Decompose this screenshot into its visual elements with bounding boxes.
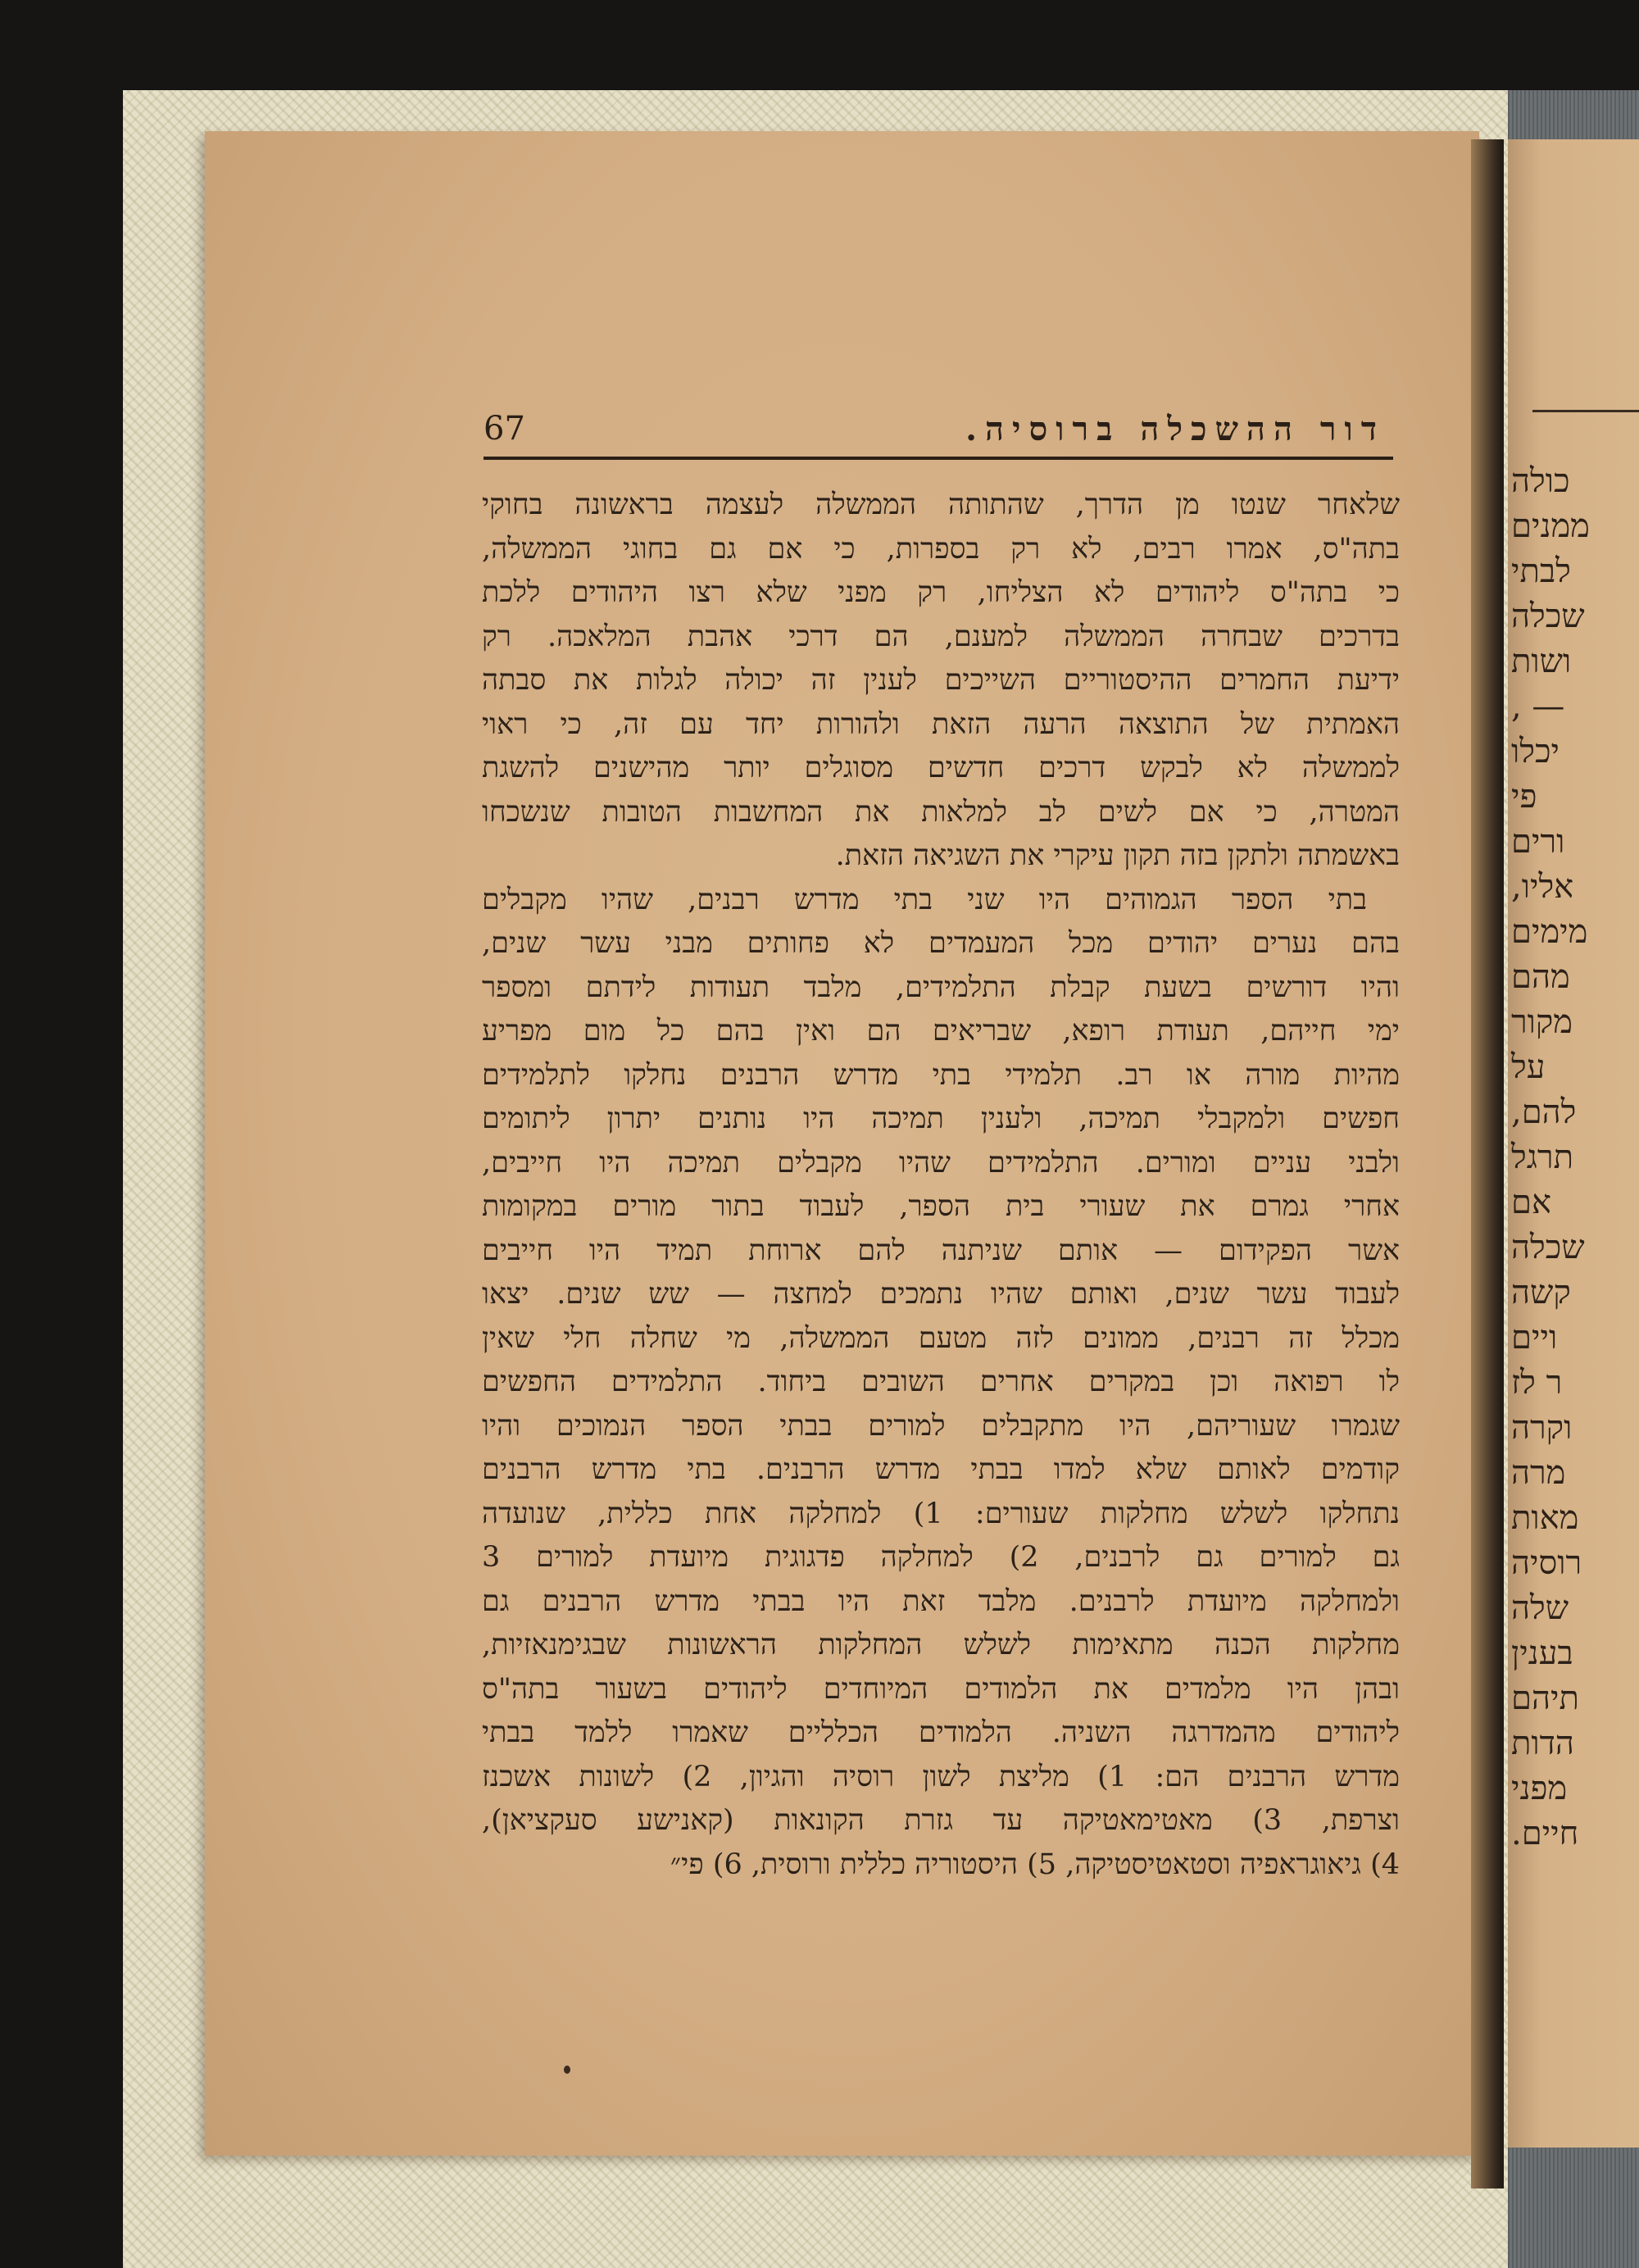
text-line: קודמים לאותם שלא למדו בבתי מדרש הרבנים. בתי מדרש הרבנים — [482, 1453, 1400, 1486]
right-page-line: מפני — [1511, 1770, 1568, 1807]
right-page-line: אליו, — [1511, 868, 1574, 906]
right-page-line: קשה — [1511, 1274, 1571, 1311]
right-page-line: מרה — [1511, 1454, 1566, 1492]
right-page-line: ויים — [1511, 1319, 1558, 1357]
right-page-line: בענין — [1511, 1634, 1573, 1672]
text-line: שגמרו שעוריהם, היו מתקבלים למורים בבתי הספר הנמוכים והיו — [482, 1409, 1400, 1443]
text-line: כי בתה"ס ליהודים לא הצליחו, רק מפני שלא רצו היהודים ללכת — [482, 576, 1400, 609]
text-line: המטרה, כי אם לשים לב למלאות את המחשבות הטובות שנשכחו — [482, 795, 1400, 829]
running-head: דור ההשכלה ברוסיה. — [965, 410, 1385, 448]
text-line: מחלקות הכנה מתאימות לשלש המחלקות הראשונות שבגימנאזיות, — [482, 1629, 1400, 1661]
right-page-line: על — [1511, 1048, 1546, 1086]
text-line: שלאחר שנטו מן הדרך, שהתותה הממשלה לעצמה בראשונה בחוקי — [482, 489, 1400, 521]
text-line: נתחלקו לשלש מחלקות שעורים: 1) למחלקה אחת כללית, שנועדה — [482, 1497, 1400, 1530]
text-line: באשמתה ולתקן בזה תקון עיקרי את השגיאה הזאת. — [835, 839, 1400, 872]
text-line: ולמחלקה מיועדת לרבנים. מלבד זאת היו בבתי מדרש הרבנים גם — [482, 1584, 1400, 1618]
right-page-line: יכלו — [1511, 733, 1560, 770]
right-page-line: הדות — [1511, 1725, 1574, 1762]
text-line: מהיות מורה או רב. תלמידי בתי מדרש הרבנים נחלקו לתלמידים — [482, 1058, 1400, 1092]
text-line: לממשלה לא לבקש דרכים חדשים מסוגלים יותר מהישנים להשגת — [482, 752, 1400, 784]
ink-speck — [564, 2066, 570, 2074]
right-page-line: תרגל — [1511, 1139, 1573, 1176]
right-page-line: מאות — [1511, 1499, 1579, 1537]
header-rule — [484, 457, 1393, 460]
right-page-line: וקרה — [1511, 1409, 1573, 1447]
text-line: ליהודים מהמדרגה השניה. הלמודים הכלליים שאמרו ללמד בבתי — [482, 1716, 1400, 1749]
right-page-line: לבתי — [1511, 552, 1571, 590]
page-number: 67 — [484, 410, 525, 448]
text-line: מכלל זה רבנים, ממונים לזה מטעם הממשלה, מי שחלה חלי שאין — [482, 1321, 1400, 1355]
text-line: לו רפואה וכן במקרים אחרים השובים ביחוד. התלמידים החפשים — [482, 1366, 1400, 1398]
page-gutter — [1471, 139, 1504, 2188]
text-line: בדרכים שבחרה הממשלה למענם, הם דרכי אהבת המלאכה. רק — [482, 620, 1400, 653]
right-page-header-rule — [1532, 410, 1639, 412]
right-page-line: שלה — [1511, 1589, 1569, 1627]
text-line: ולבני עניים ומורים. התלמידים שהיו מקבלים תמיכה היו חייבים, — [482, 1146, 1400, 1179]
text-line: חפשים ולמקבלי תמיכה, ולענין תמיכה היו נותנים יתרון ליתומים — [482, 1102, 1400, 1135]
text-line: גם למורים גם לרבנים, 2) למחלקה פדגוגית מיועדת למורים 3 — [482, 1541, 1400, 1574]
right-page-line: — , — [1511, 688, 1565, 725]
text-line: אשר הפקידום — אותם שניתנה להם ארוחת תמיד היו חייבים — [482, 1234, 1400, 1267]
right-page-line: ושות — [1511, 643, 1572, 680]
right-page-line: להם, — [1511, 1093, 1577, 1131]
text-line: האמתית של התוצאה הרעה הזאת ולהורות יחד עם זה, כי ראוי — [482, 707, 1400, 741]
text-line: בתה"ס, אמרו רבים, לא רק בספרות, כי אם גם בחוגי הממשלה, — [482, 532, 1400, 566]
right-page-line: רוסיה — [1511, 1544, 1582, 1582]
text-line: ובהן היו מלמדים את הלמודים המיוחדים ליהודים בשעור בתה"ס — [482, 1672, 1400, 1706]
right-page-line: פי — [1511, 778, 1537, 816]
right-page-line: ממנים — [1511, 507, 1590, 545]
right-page-line: מימים — [1511, 913, 1588, 951]
right-page-line: ר לז — [1511, 1364, 1563, 1402]
right-page-line: מקור — [1511, 1003, 1573, 1041]
right-page-line: מהם — [1511, 958, 1570, 996]
text-line: לעבוד עשר שנים, ואותם שהיו נתמכים למחצה — שש שנים. יצאו — [482, 1278, 1400, 1311]
right-page-line: חיים. — [1511, 1815, 1579, 1852]
right-page-line: כולה — [1511, 462, 1570, 500]
text-line: והיו דורשים בשעת קבלת התלמידים, מלבד תעודות לידתם ומספר — [482, 970, 1400, 1004]
text-line: 4) גיאוגראפיה וסטאטיסטיקה, 5) היסטוריה כללית ורוסית, 6) פי״ — [670, 1848, 1400, 1881]
right-page-line: תיהם — [1511, 1679, 1579, 1717]
text-line: מדרש הרבנים הם: 1) מליצת לשון רוסיה והגיון, 2) לשונות אשכנז — [482, 1760, 1400, 1793]
right-page-text — [1508, 459, 1639, 1857]
text-line: אחרי גמרם את שעורי בית הספר, לעבוד בתור מורים במקומות — [482, 1190, 1400, 1223]
right-page-line: אם — [1511, 1184, 1551, 1221]
text-line: ימי חייהם, תעודת רופא, שבריאים הם ואין בהם כל מום מפריע — [482, 1015, 1400, 1048]
right-page-line: ורים — [1511, 823, 1565, 861]
page-header — [484, 410, 1393, 459]
text-line: וצרפת, 3) מאטימאטיקה עד גזרת הקונאות (קאנישע סעקציאן), — [482, 1804, 1400, 1837]
body-text — [482, 484, 1400, 1887]
right-page-edge — [1508, 139, 1639, 2148]
right-page-line: שכלה — [1511, 1229, 1585, 1266]
right-page-line: שכלה — [1511, 598, 1585, 635]
text-line: בהם נערים יהודים מכל המעמדים לא פחותים מבני עשר שנים, — [482, 927, 1400, 960]
text-line: בתי הספר הגמוהים היו שני בתי מדרש רבנים, שהיו מקבלים — [482, 883, 1367, 916]
text-line: ידיעת החמרים ההיסטוריים השייכים לענין זה יכולה לגלות את סבתה — [482, 664, 1400, 697]
